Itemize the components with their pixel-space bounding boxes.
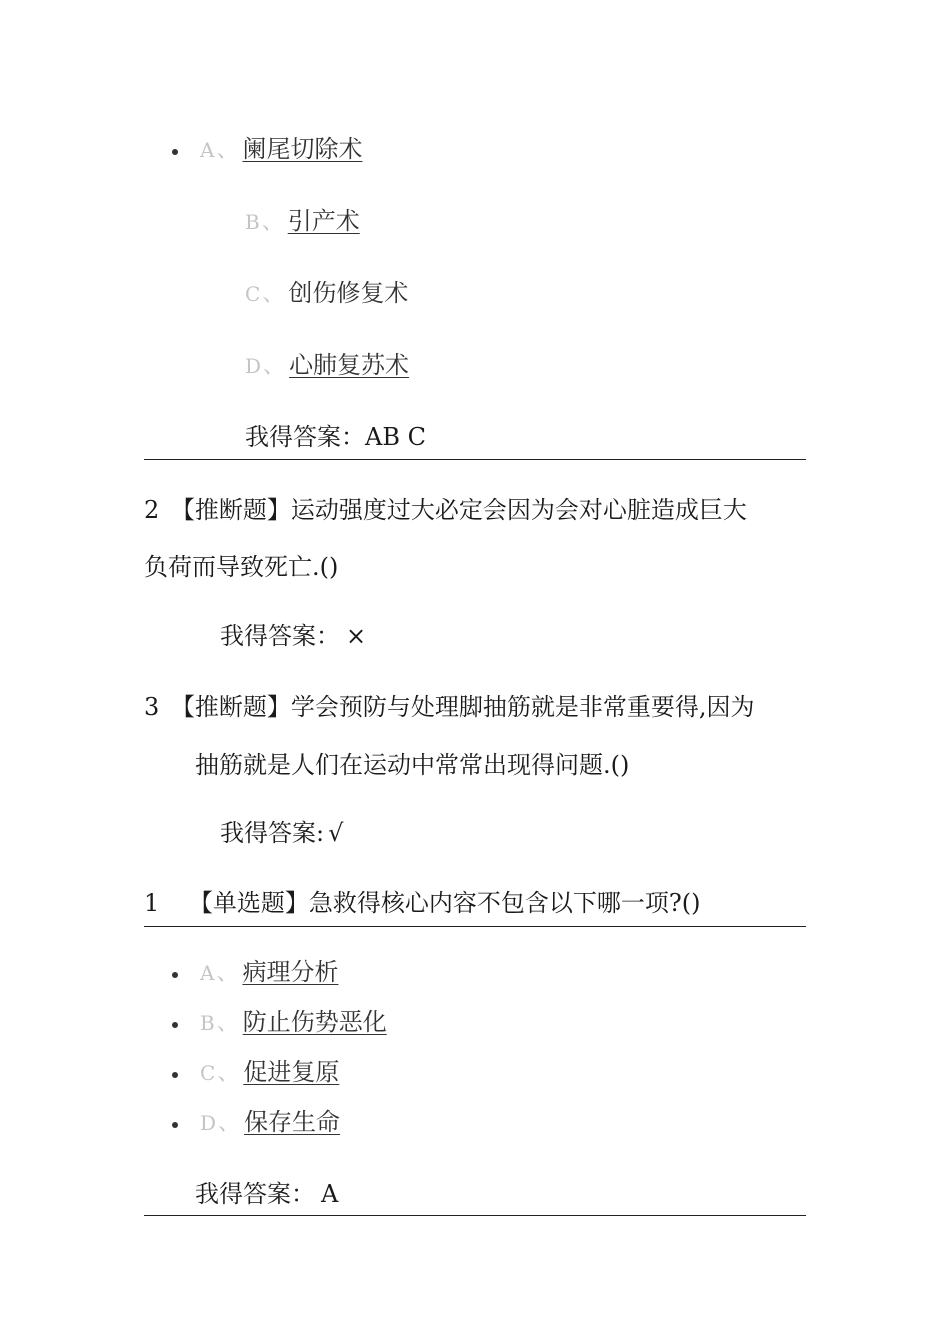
option-letter: C [245,282,261,306]
bullet-icon [172,1022,178,1028]
option-separator: 、 [216,1011,239,1036]
answer-label: 我得答案： [195,1180,315,1208]
my-answer [245,422,426,452]
option-separator: 、 [216,961,239,986]
question-number: 1 [144,889,160,917]
option-label[interactable]: 阑尾切除术 [242,135,363,163]
option-separator: 、 [217,1061,240,1086]
bullet-icon [172,1122,178,1128]
question-number: 2 [144,496,160,524]
bullet-icon [172,972,178,978]
answer-value: AB C [365,423,426,451]
answer-label: 我得答案： [220,622,340,650]
option-letter: A [200,138,215,162]
question-2-line2: 负荷而导致死亡.() [144,553,339,581]
option-a[interactable] [200,957,338,989]
option-b[interactable] [200,1007,387,1039]
option-letter: A [200,961,215,985]
option-d[interactable] [245,350,409,382]
question-text: 学会预防与处理脚抽筋就是非常重要得,因为 [290,693,755,721]
option-c[interactable] [200,1057,339,1089]
bullet-icon [172,149,178,155]
option-letter: D [200,1111,217,1135]
answer-value: × [346,622,367,650]
option-label[interactable]: 防止伤势恶化 [242,1008,387,1036]
question-type: 【推断题】 [170,693,291,721]
option-c[interactable] [245,278,408,310]
divider [144,1215,806,1216]
bullet-icon [172,1072,178,1078]
question-type: 【单选题】 [188,889,309,917]
my-answer [195,1179,338,1209]
option-separator: 、 [262,282,285,307]
option-a[interactable] [200,134,362,166]
option-separator: 、 [263,354,286,379]
option-label[interactable]: 创伤修复术 [288,279,409,307]
question-text: 运动强度过大必定会因为会对心脏造成巨大 [290,496,747,524]
option-letter: B [245,210,260,234]
option-label[interactable]: 促进复原 [243,1058,340,1086]
option-separator: 、 [218,1111,241,1136]
question-type: 【推断题】 [170,496,291,524]
my-answer [220,621,366,651]
option-label[interactable]: 病理分析 [242,958,339,986]
question-1 [144,888,701,918]
divider [144,459,806,460]
option-separator: 、 [261,210,284,235]
option-separator: 、 [216,138,239,163]
question-text: 急救得核心内容不包含以下哪一项?() [308,889,701,917]
option-label[interactable]: 保存生命 [244,1108,341,1136]
answer-label: 我得答案: [220,819,325,847]
option-label[interactable]: 心肺复苏术 [289,351,410,379]
option-label[interactable]: 引产术 [287,207,360,235]
option-letter: B [200,1011,215,1035]
option-letter: D [245,354,262,378]
question-3 [144,692,755,722]
question-3-line2: 抽筋就是人们在运动中常常出现得问题.() [195,751,630,779]
answer-value: A [321,1180,339,1208]
answer-value: √ [328,819,344,847]
option-d[interactable] [200,1107,340,1139]
my-answer [220,818,343,848]
option-letter: C [200,1061,216,1085]
question-number: 3 [144,693,160,721]
answer-label: 我得答案： [245,423,365,451]
divider [144,926,806,927]
question-2 [144,495,747,525]
option-b[interactable] [245,206,360,238]
